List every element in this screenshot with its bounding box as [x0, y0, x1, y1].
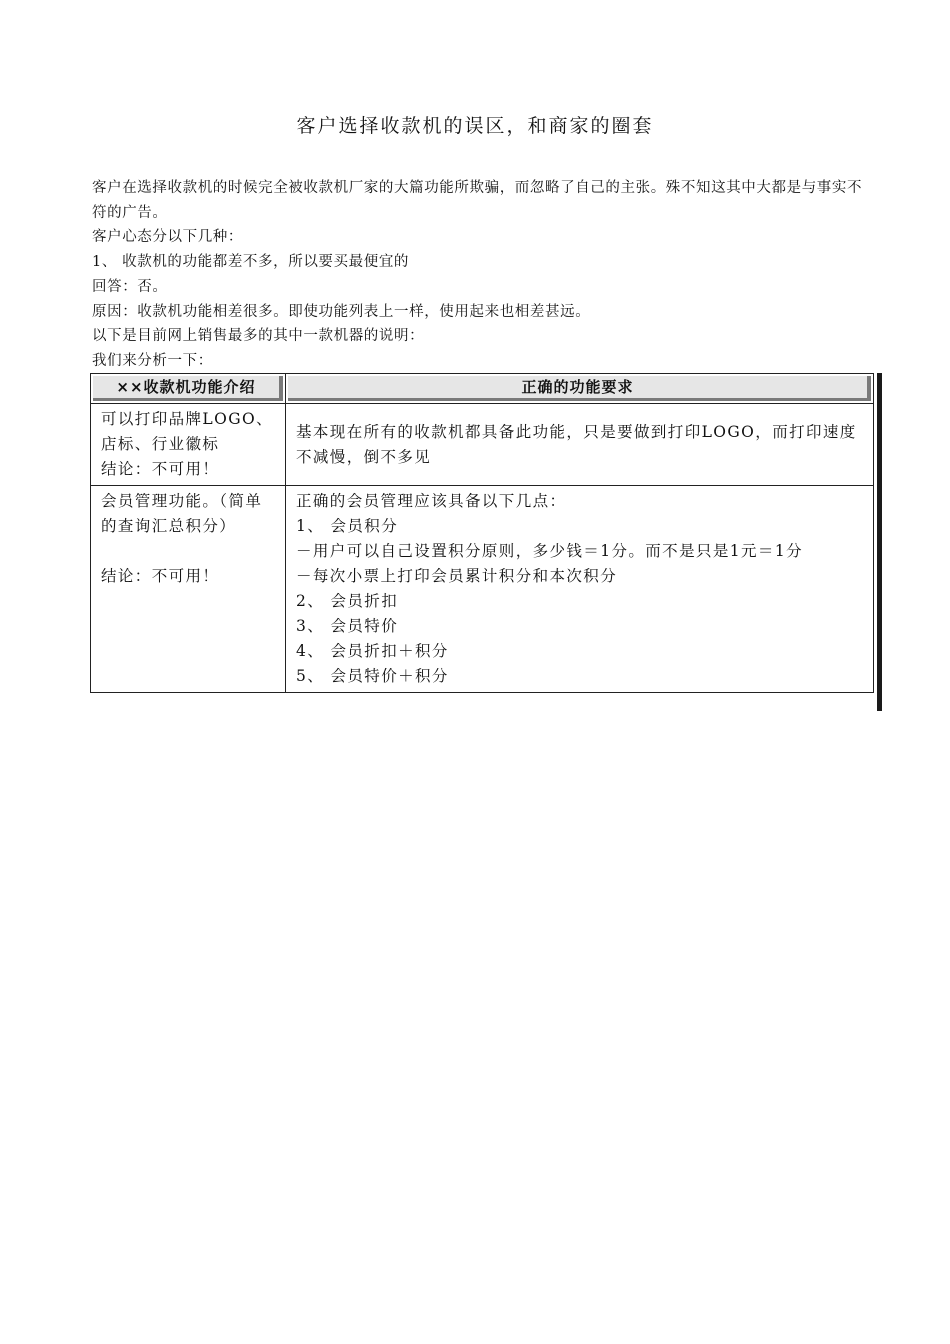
comparison-table [90, 373, 874, 693]
conclusion-text: 结论：不可用！ [101, 567, 220, 585]
requirement-item: 4、 会员折扣＋积分 [296, 642, 449, 660]
requirement-text: 基本现在所有的收款机都具备此功能，只是要做到打印LOGO，而打印速度不减慢，倒不多见 [296, 422, 857, 466]
intro-line-mindset: 客户心态分以下几种： [92, 229, 243, 246]
intro-line-point-1: 1、 收款机的功能都差不多，所以要买最便宜的 [92, 254, 410, 271]
table-header-row [91, 374, 874, 404]
table-row [91, 486, 874, 693]
header-label-requirements: 正确的功能要求 [288, 376, 871, 401]
header-cell-requirements [286, 374, 874, 404]
requirement-item: 2、 会员折扣 [296, 592, 399, 610]
comparison-table-wrapper [90, 373, 882, 693]
intro-line-reason: 原因：收款机功能相差很多。即使功能列表上一样，使用起来也相差甚远。 [92, 303, 591, 320]
requirement-subitem: －每次小票上打印会员累计积分和本次积分 [296, 567, 618, 585]
table-shadow-bar [877, 373, 882, 711]
conclusion-text: 结论：不可用！ [101, 460, 220, 478]
requirement-item: 5、 会员特价＋积分 [296, 667, 449, 685]
feature-text: 会员管理功能。（简单的查询汇总积分） [101, 492, 263, 535]
table-row [91, 404, 874, 486]
intro-line-example: 以下是目前网上销售最多的其中一款机器的说明： [92, 328, 425, 345]
intro-line-answer: 回答：否。 [92, 278, 168, 295]
header-cell-features [91, 374, 286, 404]
intro-section [92, 176, 867, 374]
feature-text: 可以打印品牌LOGO、店标、行业徽标 [101, 410, 273, 453]
requirement-item: 1、 会员积分 [296, 517, 399, 535]
spacer [101, 539, 279, 564]
intro-paragraph: 客户在选择收款机的时候完全被收款机厂家的大篇功能所欺骗，而忽略了自己的主张。殊不知这其中大都是与事实不符的广告。 [92, 180, 863, 221]
header-label-features: ××收款机功能介绍 [93, 376, 283, 401]
table-cell-feature [91, 404, 286, 486]
requirement-subitem: －用户可以自己设置积分原则，多少钱＝1分。而不是只是1元＝1分 [296, 542, 803, 560]
table-cell-requirement [286, 404, 874, 486]
table-cell-feature [91, 486, 286, 693]
table-cell-requirement [286, 486, 874, 693]
intro-line-analysis: 我们来分析一下： [92, 352, 213, 369]
requirement-item: 3、 会员特价 [296, 617, 399, 635]
document-title: 客户选择收款机的误区，和商家的圈套 [296, 115, 654, 137]
requirement-intro: 正确的会员管理应该具备以下几点： [296, 492, 567, 510]
